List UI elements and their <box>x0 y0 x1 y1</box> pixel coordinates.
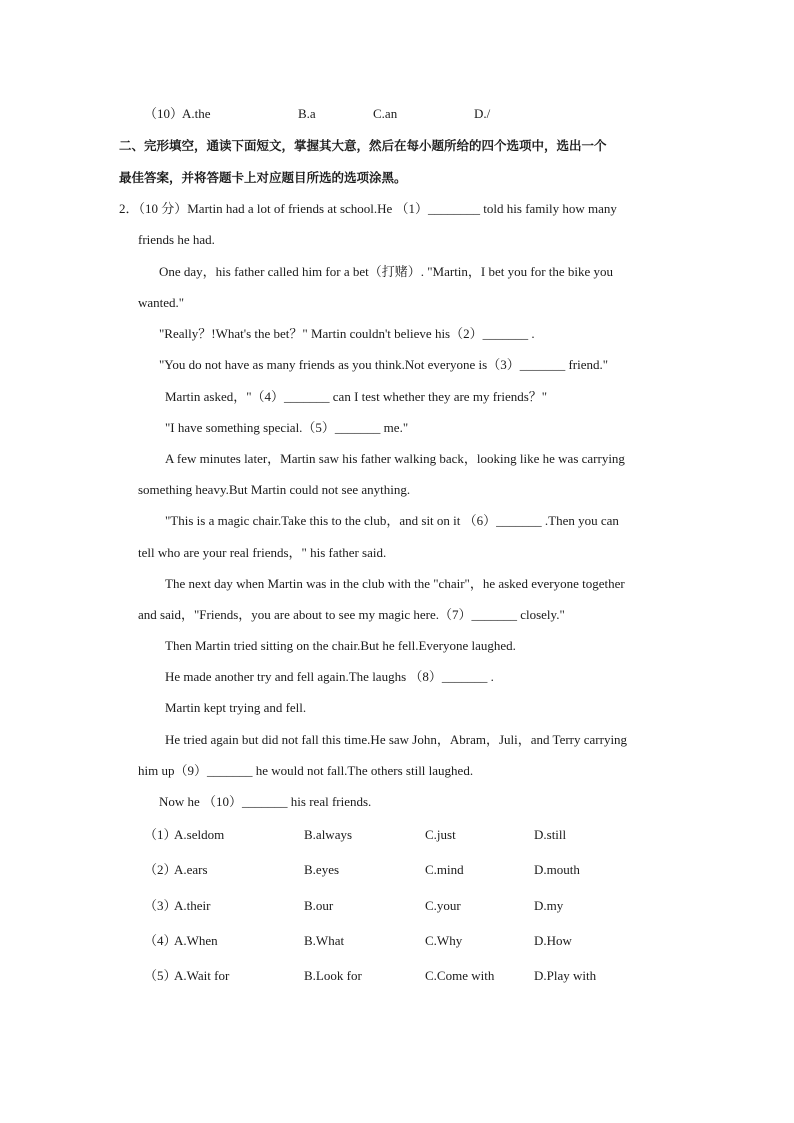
passage-line: He made another try and fell again.The laughs （8）_______ . <box>165 669 494 684</box>
option-c: C.your <box>425 898 461 913</box>
option-a: A.the <box>182 106 211 121</box>
passage-line: The next day when Martin was in the club with the "chair"，he asked everyone together <box>165 576 625 591</box>
passage-line: "You do not have as many friends as you think.Not everyone is（3）_______ friend." <box>159 357 609 372</box>
passage-line: him up（9）_______ he would not fall.The others still laughed. <box>138 763 474 778</box>
option-a: A.ears <box>174 862 208 877</box>
option-c: C.mind <box>425 862 464 877</box>
passage-line: "This is a magic chair.Take this to the club，and sit on it （6）_______ .Then you can <box>165 513 619 528</box>
option-d: D.mouth <box>534 862 580 877</box>
prev-question-number: （10） <box>144 106 184 121</box>
passage-line: Then Martin tried sitting on the chair.But he fell.Everyone laughed. <box>165 638 516 653</box>
option-number: （5） <box>144 968 177 983</box>
option-c: C.Why <box>425 933 463 948</box>
options-row <box>0 827 794 843</box>
options-row <box>0 862 794 878</box>
option-number: （3） <box>144 898 177 913</box>
option-c: C.just <box>425 827 456 842</box>
option-c: C.Come with <box>425 968 495 983</box>
option-c: C.an <box>373 106 398 121</box>
options-row <box>0 933 794 949</box>
passage-line: 2．（10 分）Martin had a lot of friends at school.He （1）________ told his family how many <box>119 201 617 216</box>
option-b: B.eyes <box>304 862 340 877</box>
option-number: （1） <box>144 827 177 842</box>
passage-line: Martin asked，"（4）_______ can I test whether they are my friends？" <box>165 389 548 404</box>
option-d: D.still <box>534 827 567 842</box>
passage-line: something heavy.But Martin could not see anything. <box>138 482 411 497</box>
passage-line: Martin kept trying and fell. <box>165 700 307 715</box>
prev-question-options <box>0 106 794 122</box>
passage-line: One day，his father called him for a bet（打赌）. "Martin，I bet you for the bike you <box>159 264 614 279</box>
passage-line: tell who are your real friends，" his father said. <box>138 545 387 560</box>
passage-line: He tried again but did not fall this time.He saw John，Abram，Juli，and Terry carrying <box>165 732 628 747</box>
passage-line: friends he had. <box>138 232 215 247</box>
section-heading-line-2: 最佳答案，并将答题卡上对应题目所选的选项涂黑。 <box>119 170 407 185</box>
option-b: B.a <box>298 106 316 121</box>
option-number: （2） <box>144 862 177 877</box>
passage-line: wanted." <box>138 295 185 310</box>
option-a: A.Wait for <box>174 968 230 983</box>
section-heading-line-1: 二、完形填空，通读下面短文，掌握其大意，然后在每小题所给的四个选项中，选出一个 <box>119 138 607 153</box>
option-b: B.always <box>304 827 353 842</box>
option-d: D.How <box>534 933 572 948</box>
passage-line: "I have something special.（5）_______ me." <box>165 420 409 435</box>
option-a: A.their <box>174 898 211 913</box>
option-b: B.our <box>304 898 334 913</box>
option-number: （4） <box>144 933 177 948</box>
option-b: B.Look for <box>304 968 362 983</box>
option-d: D.Play with <box>534 968 597 983</box>
options-row <box>0 968 794 984</box>
option-a: A.seldom <box>174 827 225 842</box>
option-d: D.my <box>534 898 564 913</box>
passage-line: Now he （10）_______ his real friends. <box>159 794 372 809</box>
passage-line: A few minutes later，Martin saw his father walking back，looking like he was carrying <box>165 451 625 466</box>
option-b: B.What <box>304 933 345 948</box>
passage-line: and said，"Friends，you are about to see my magic here.（7）_______ closely." <box>138 607 565 622</box>
option-d: D./ <box>474 106 491 121</box>
passage-line: "Really？!What's the bet？" Martin couldn't believe his（2）_______ . <box>159 326 535 341</box>
options-row <box>0 898 794 914</box>
option-a: A.When <box>174 933 218 948</box>
